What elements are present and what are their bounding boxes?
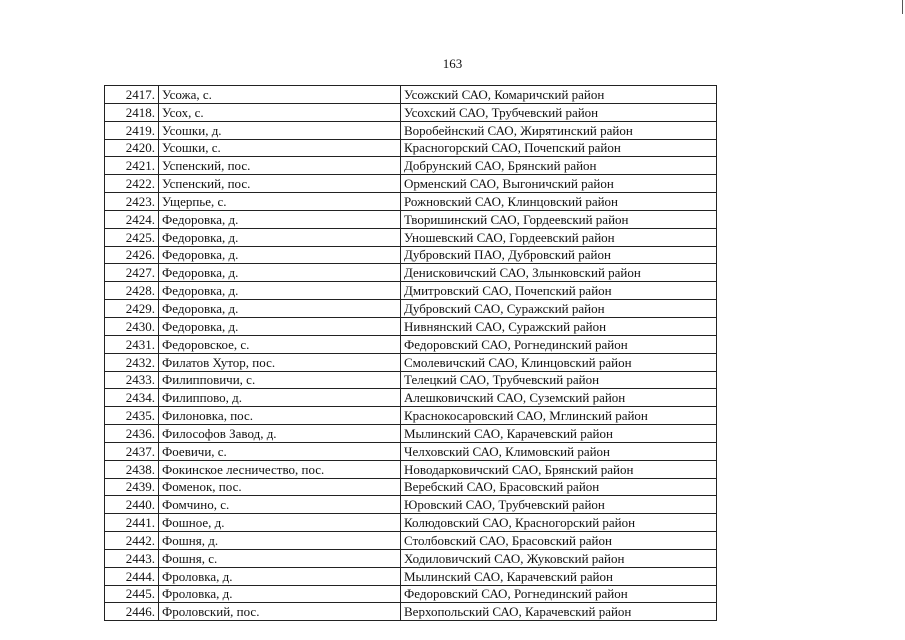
table-row — [105, 389, 717, 407]
row-number: 2418. — [105, 103, 159, 121]
settlement-name: Филиппово, д. — [159, 389, 401, 407]
administrative-district: Красногорский САО, Почепский район — [401, 139, 717, 157]
table-row — [105, 407, 717, 425]
row-number: 2445. — [105, 585, 159, 603]
row-number: 2440. — [105, 496, 159, 514]
administrative-district: Орменский САО, Выгоничский район — [401, 175, 717, 193]
administrative-district: Телецкий САО, Трубчевский район — [401, 371, 717, 389]
administrative-district: Денисковичский САО, Злынковский район — [401, 264, 717, 282]
settlement-name: Фроловский, пос. — [159, 603, 401, 621]
table-row — [105, 371, 717, 389]
table-row — [105, 567, 717, 585]
table-row — [105, 442, 717, 460]
row-number: 2441. — [105, 514, 159, 532]
row-number: 2426. — [105, 246, 159, 264]
settlement-name: Фоменок, пос. — [159, 478, 401, 496]
administrative-district: Ходиловичский САО, Жуковский район — [401, 549, 717, 567]
row-number: 2436. — [105, 425, 159, 443]
table-row — [105, 514, 717, 532]
row-number: 2446. — [105, 603, 159, 621]
settlement-name: Филатов Хутор, пос. — [159, 353, 401, 371]
settlement-name: Философов Завод, д. — [159, 425, 401, 443]
row-number: 2442. — [105, 532, 159, 550]
administrative-district: Дубровский САО, Суражский район — [401, 300, 717, 318]
settlement-name: Федоровка, д. — [159, 246, 401, 264]
table-row — [105, 86, 717, 104]
table-row — [105, 425, 717, 443]
settlement-registry-table — [104, 85, 717, 621]
table-body — [105, 86, 717, 621]
administrative-district: Творишинский САО, Гордеевский район — [401, 210, 717, 228]
administrative-district: Федоровский САО, Рогнединский район — [401, 335, 717, 353]
settlement-name: Успенский, пос. — [159, 157, 401, 175]
administrative-district: Мылинский САО, Карачевский район — [401, 567, 717, 585]
row-number: 2444. — [105, 567, 159, 585]
settlement-name: Успенский, пос. — [159, 175, 401, 193]
administrative-district: Столбовский САО, Брасовский район — [401, 532, 717, 550]
settlement-name: Федоровка, д. — [159, 264, 401, 282]
administrative-district: Нивнянский САО, Суражский район — [401, 317, 717, 335]
row-number: 2429. — [105, 300, 159, 318]
row-number: 2432. — [105, 353, 159, 371]
table-row — [105, 478, 717, 496]
table-row — [105, 532, 717, 550]
administrative-district: Усожский САО, Комаричский район — [401, 86, 717, 104]
administrative-district: Воробейнский САО, Жирятинский район — [401, 121, 717, 139]
row-number: 2422. — [105, 175, 159, 193]
row-number: 2425. — [105, 228, 159, 246]
settlement-name: Филоновка, пос. — [159, 407, 401, 425]
administrative-district: Веребский САО, Брасовский район — [401, 478, 717, 496]
row-number: 2439. — [105, 478, 159, 496]
row-number: 2424. — [105, 210, 159, 228]
table-row — [105, 603, 717, 621]
table-row — [105, 246, 717, 264]
table-row — [105, 335, 717, 353]
row-number: 2427. — [105, 264, 159, 282]
settlement-name: Ущерпье, с. — [159, 193, 401, 211]
administrative-district: Уношевский САО, Гордеевский район — [401, 228, 717, 246]
table-row — [105, 210, 717, 228]
administrative-district: Добрунский САО, Брянский район — [401, 157, 717, 175]
row-number: 2431. — [105, 335, 159, 353]
table-row — [105, 317, 717, 335]
settlement-name: Фроловка, д. — [159, 585, 401, 603]
administrative-district: Новодарковичский САО, Брянский район — [401, 460, 717, 478]
settlement-name: Фомчино, с. — [159, 496, 401, 514]
row-number: 2434. — [105, 389, 159, 407]
administrative-district: Челховский САО, Климовский район — [401, 442, 717, 460]
row-number: 2438. — [105, 460, 159, 478]
table-row — [105, 300, 717, 318]
administrative-district: Алешковичский САО, Суземский район — [401, 389, 717, 407]
row-number: 2419. — [105, 121, 159, 139]
row-number: 2435. — [105, 407, 159, 425]
settlement-name: Федоровка, д. — [159, 300, 401, 318]
administrative-district: Дмитровский САО, Почепский район — [401, 282, 717, 300]
settlement-name: Федоровка, д. — [159, 210, 401, 228]
table-row — [105, 585, 717, 603]
table-row — [105, 282, 717, 300]
settlement-name: Усожа, с. — [159, 86, 401, 104]
table-row — [105, 549, 717, 567]
row-number: 2420. — [105, 139, 159, 157]
row-number: 2423. — [105, 193, 159, 211]
settlement-name: Федоровка, д. — [159, 282, 401, 300]
row-number: 2443. — [105, 549, 159, 567]
table-row — [105, 264, 717, 282]
table-row — [105, 228, 717, 246]
table-row — [105, 175, 717, 193]
administrative-district: Рожновский САО, Клинцовский район — [401, 193, 717, 211]
administrative-district: Дубровский ПАО, Дубровский район — [401, 246, 717, 264]
administrative-district: Смолевичский САО, Клинцовский район — [401, 353, 717, 371]
row-number: 2421. — [105, 157, 159, 175]
row-number: 2428. — [105, 282, 159, 300]
administrative-district: Краснокосаровский САО, Мглинский район — [401, 407, 717, 425]
settlement-name: Фошня, д. — [159, 532, 401, 550]
administrative-district: Колюдовский САО, Красногорский район — [401, 514, 717, 532]
administrative-district: Юровский САО, Трубчевский район — [401, 496, 717, 514]
table-row — [105, 496, 717, 514]
row-number: 2417. — [105, 86, 159, 104]
settlement-name: Фошня, с. — [159, 549, 401, 567]
settlement-name: Усошки, с. — [159, 139, 401, 157]
table-row — [105, 353, 717, 371]
administrative-district: Усохский САО, Трубчевский район — [401, 103, 717, 121]
settlement-name: Фокинское лесничество, пос. — [159, 460, 401, 478]
table-row — [105, 460, 717, 478]
row-number: 2433. — [105, 371, 159, 389]
settlement-name: Усох, с. — [159, 103, 401, 121]
administrative-district: Федоровский САО, Рогнединский район — [401, 585, 717, 603]
settlement-name: Федоровка, д. — [159, 317, 401, 335]
administrative-district: Мылинский САО, Карачевский район — [401, 425, 717, 443]
page-number: 163 — [442, 56, 463, 71]
row-number: 2430. — [105, 317, 159, 335]
scan-edge-mark — [902, 0, 903, 14]
row-number: 2437. — [105, 442, 159, 460]
settlement-name: Федоровка, д. — [159, 228, 401, 246]
table-row — [105, 121, 717, 139]
settlement-name: Усошки, д. — [159, 121, 401, 139]
settlement-name: Фоевичи, с. — [159, 442, 401, 460]
settlement-name: Филипповичи, с. — [159, 371, 401, 389]
table-row — [105, 139, 717, 157]
settlement-name: Федоровское, с. — [159, 335, 401, 353]
settlement-name: Фошное, д. — [159, 514, 401, 532]
table-row — [105, 103, 717, 121]
table-row — [105, 157, 717, 175]
table-row — [105, 193, 717, 211]
administrative-district: Верхопольский САО, Карачевский район — [401, 603, 717, 621]
settlement-name: Фроловка, д. — [159, 567, 401, 585]
